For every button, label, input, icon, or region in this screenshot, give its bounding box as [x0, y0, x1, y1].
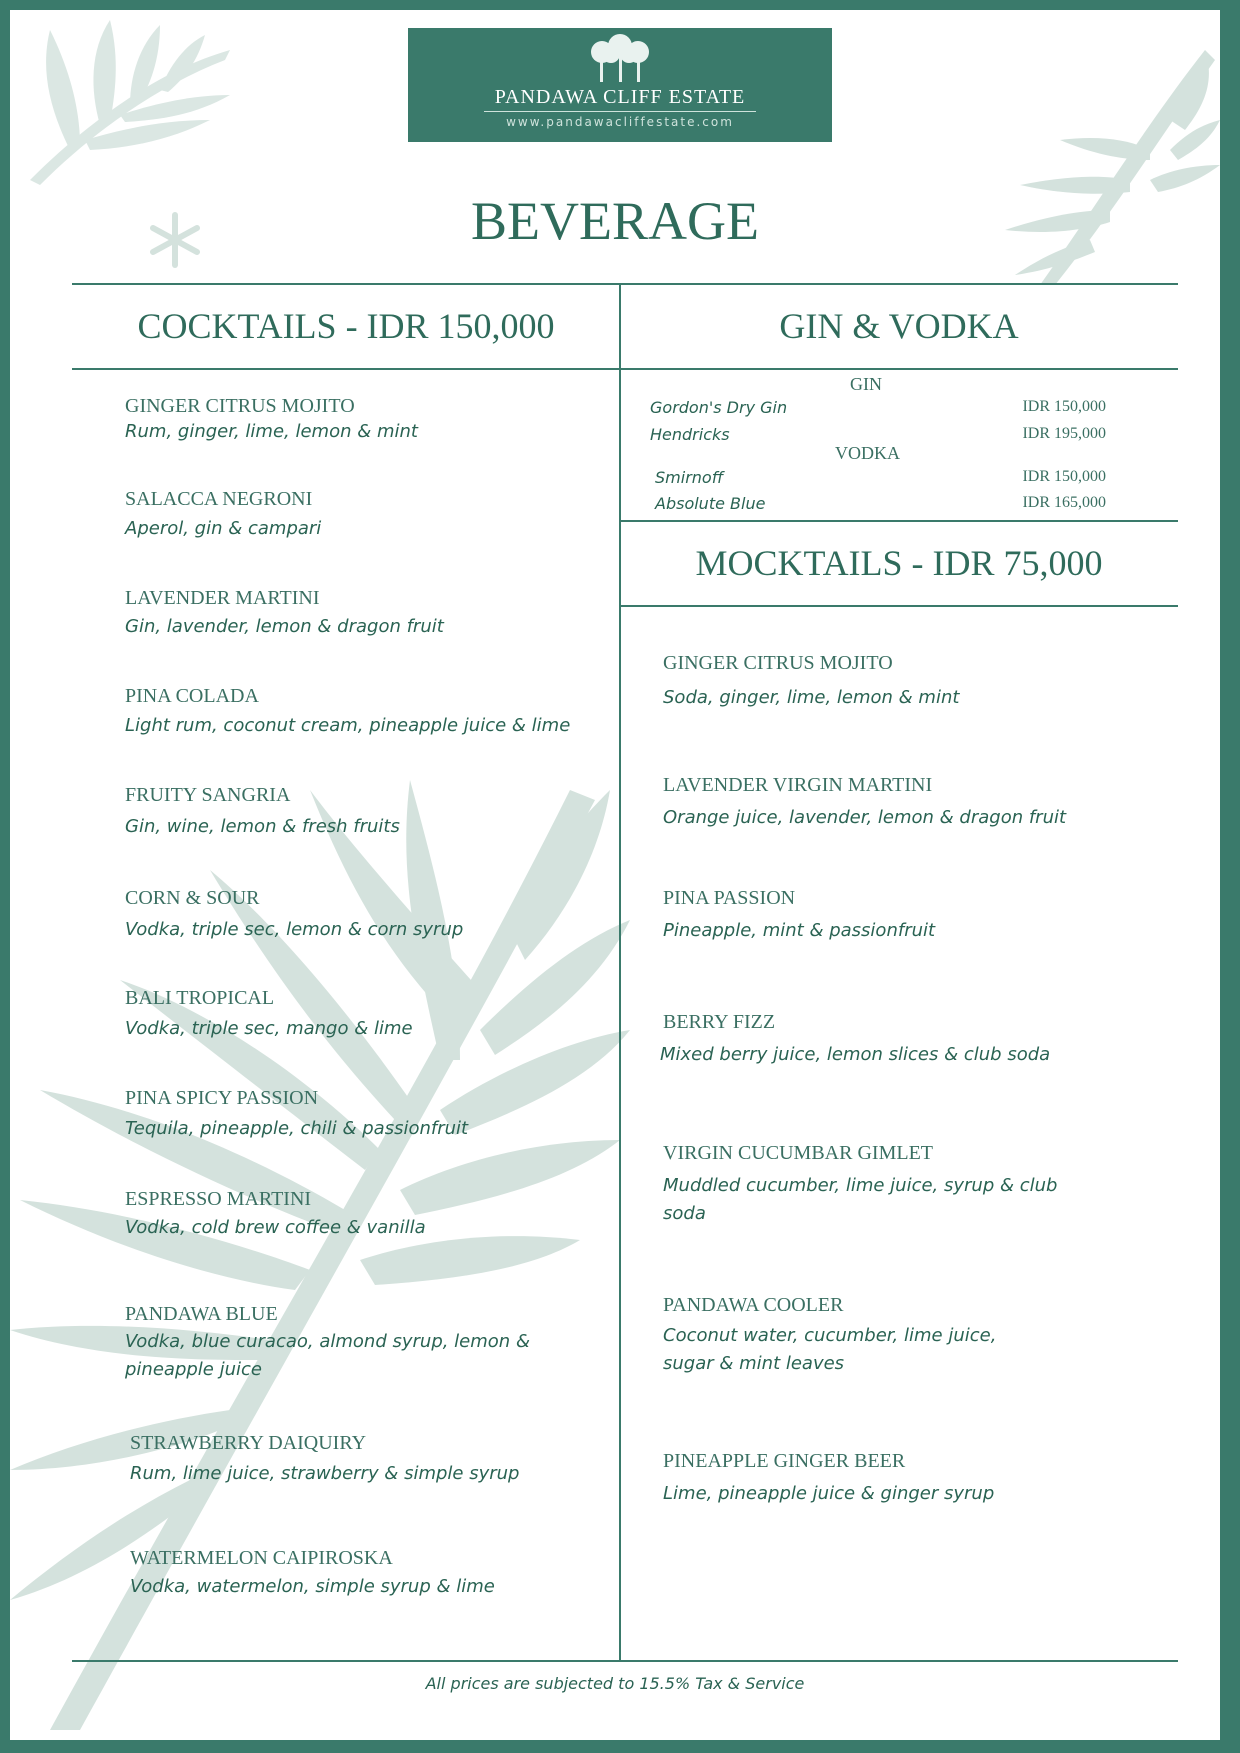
cocktail-name: LAVENDER MARTINI: [125, 587, 320, 609]
divider-header-bottom: [72, 368, 1178, 370]
spirit-name: Gordon's Dry Gin: [650, 398, 788, 417]
cocktail-name: WATERMELON CAIPIROSKA: [130, 1547, 393, 1569]
logo-block: [408, 28, 832, 142]
cocktail-name: BALI TROPICAL: [125, 987, 275, 1009]
page-title: BEVERAGE: [471, 191, 759, 251]
mocktail-desc: Soda, ginger, lime, lemon & mint: [663, 687, 960, 708]
divider-gin-vodka-bottom: [620, 520, 1178, 522]
palm-leaf-top-left-decoration: [10, 10, 240, 190]
cocktail-name: GINGER CITRUS MOJITO: [125, 395, 355, 417]
divider-top: [72, 283, 1178, 285]
brand-url[interactable]: www.pandawacliffestate.com: [506, 115, 734, 129]
cocktail-desc: Gin, lavender, lemon & dragon fruit: [125, 616, 444, 637]
mocktail-name: GINGER CITRUS MOJITO: [663, 652, 893, 674]
brand-name: PANDAWA CLIFF ESTATE: [494, 86, 746, 108]
gin-vodka-heading: GIN & VODKA: [779, 306, 1019, 346]
palm-leaf-top-right-decoration: [1000, 40, 1220, 290]
cocktail-name: FRUITY SANGRIA: [125, 784, 291, 806]
mocktail-name: VIRGIN CUCUMBAR GIMLET: [663, 1142, 933, 1164]
trees-logo-icon: [584, 34, 656, 84]
spirit-name: Smirnoff: [655, 468, 724, 487]
divider-bottom: [72, 1660, 1178, 1662]
spirit-price: IDR 165,000: [1022, 494, 1106, 511]
mocktail-name: PANDAWA COOLER: [663, 1294, 844, 1316]
cocktail-desc: Rum, lime juice, strawberry & simple syrup: [130, 1463, 520, 1484]
mocktail-name: PINA PASSION: [663, 887, 796, 909]
cocktail-name: ESPRESSO MARTINI: [125, 1188, 312, 1210]
mocktail-desc: Lime, pineapple juice & ginger syrup: [663, 1483, 995, 1504]
cocktail-desc: Light rum, coconut cream, pineapple juice & lime: [125, 715, 571, 736]
mocktail-desc: Mixed berry juice, lemon slices & club soda: [660, 1044, 1051, 1065]
spirit-price: IDR 150,000: [1022, 398, 1106, 415]
cocktails-heading: COCKTAILS - IDR 150,000: [137, 306, 555, 346]
cocktail-desc: Tequila, pineapple, chili & passionfruit: [125, 1118, 469, 1139]
cocktail-name: SALACCA NEGRONI: [125, 488, 313, 510]
mocktail-desc: Muddled cucumber, lime juice, syrup & club soda: [663, 1175, 1058, 1224]
cocktail-desc: Vodka, blue curacao, almond syrup, lemon & pineapple juice: [125, 1331, 530, 1380]
cocktail-desc: Vodka, triple sec, lemon & corn syrup: [125, 919, 464, 940]
gin-label: GIN: [850, 374, 882, 394]
mocktail-name: BERRY FIZZ: [663, 1011, 776, 1033]
cocktail-name: PINA COLADA: [125, 685, 259, 707]
spirit-price: IDR 150,000: [1022, 468, 1106, 485]
mocktail-desc: Coconut water, cucumber, lime juice, sugar & mint leaves: [663, 1325, 997, 1374]
spirit-name: Absolute Blue: [655, 494, 766, 513]
tax-service-note: All prices are subjected to 15.5% Tax & Service: [425, 1674, 805, 1693]
menu-page: [10, 10, 1220, 1740]
mocktails-heading: MOCKTAILS - IDR 75,000: [695, 543, 1103, 583]
mocktail-name: PINEAPPLE GINGER BEER: [663, 1450, 906, 1472]
cocktail-name: PANDAWA BLUE: [125, 1303, 278, 1325]
mocktail-desc: Orange juice, lavender, lemon & dragon fruit: [663, 807, 1067, 828]
column-divider: [619, 283, 621, 1661]
divider-mocktails-header: [620, 605, 1178, 607]
mocktail-name: LAVENDER VIRGIN MARTINI: [663, 774, 933, 796]
spirit-name: Hendricks: [650, 425, 730, 444]
mocktail-desc: Pineapple, mint & passionfruit: [663, 920, 936, 941]
cocktail-desc: Aperol, gin & campari: [125, 518, 322, 539]
cocktail-desc: Gin, wine, lemon & fresh fruits: [125, 816, 400, 837]
cocktail-name: PINA SPICY PASSION: [125, 1087, 319, 1109]
cocktail-desc: Vodka, triple sec, mango & lime: [125, 1018, 413, 1039]
cocktail-desc: Vodka, cold brew coffee & vanilla: [125, 1217, 426, 1238]
spirit-price: IDR 195,000: [1022, 425, 1106, 442]
cocktail-desc: Rum, ginger, lime, lemon & mint: [125, 421, 418, 442]
cocktail-desc: Vodka, watermelon, simple syrup & lime: [130, 1576, 495, 1597]
logo-divider: [484, 111, 756, 112]
cocktail-name: STRAWBERRY DAIQUIRY: [130, 1432, 367, 1454]
cocktail-name: CORN & SOUR: [125, 887, 260, 909]
vodka-label: VODKA: [835, 443, 900, 463]
